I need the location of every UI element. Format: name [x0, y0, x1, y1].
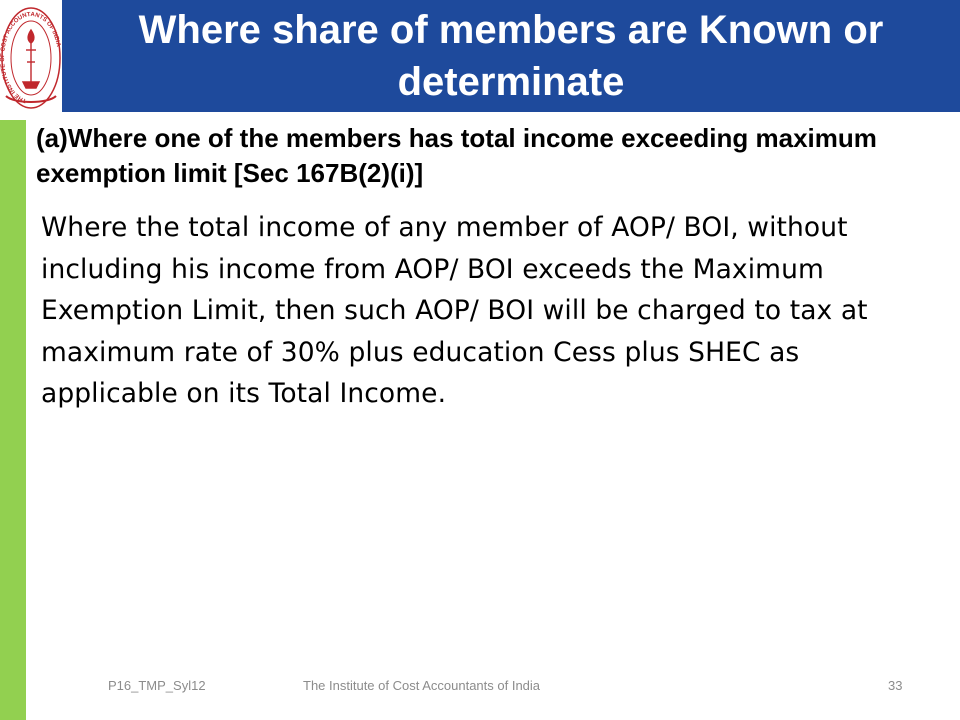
footer-institute-name: The Institute of Cost Accountants of India: [303, 678, 541, 693]
slide-subheading: (a)Where one of the members has total income exceeding maximum exemption limit [Sec 167B(2)(i)]: [36, 123, 877, 188]
slide-title: Where share of members are Known or determinate: [138, 8, 884, 104]
logo-area: [0, 0, 62, 112]
title-bar: [62, 0, 960, 112]
accent-bar: [0, 120, 26, 720]
slide-body-text: Where the total income of any member of AOP/ BOI, without including his income from AOP/ BOI exceeds the Maximum Exemption Limit, then such AOP/ BOI will be charged to tax at maximum rate of 30% plus education Cess plus SHEC as applicable on its Total Income.: [41, 212, 868, 409]
footer-course-code: P16_TMP_Syl12: [108, 678, 206, 693]
footer-page-number: 33: [888, 678, 903, 693]
svg-text:THE INSTITUTE OF COST ACCOUNTA: THE INSTITUTE OF COST ACCOUNTANTS OF INDIA: [0, 11, 62, 104]
institute-seal-logo-icon: [0, 0, 62, 112]
